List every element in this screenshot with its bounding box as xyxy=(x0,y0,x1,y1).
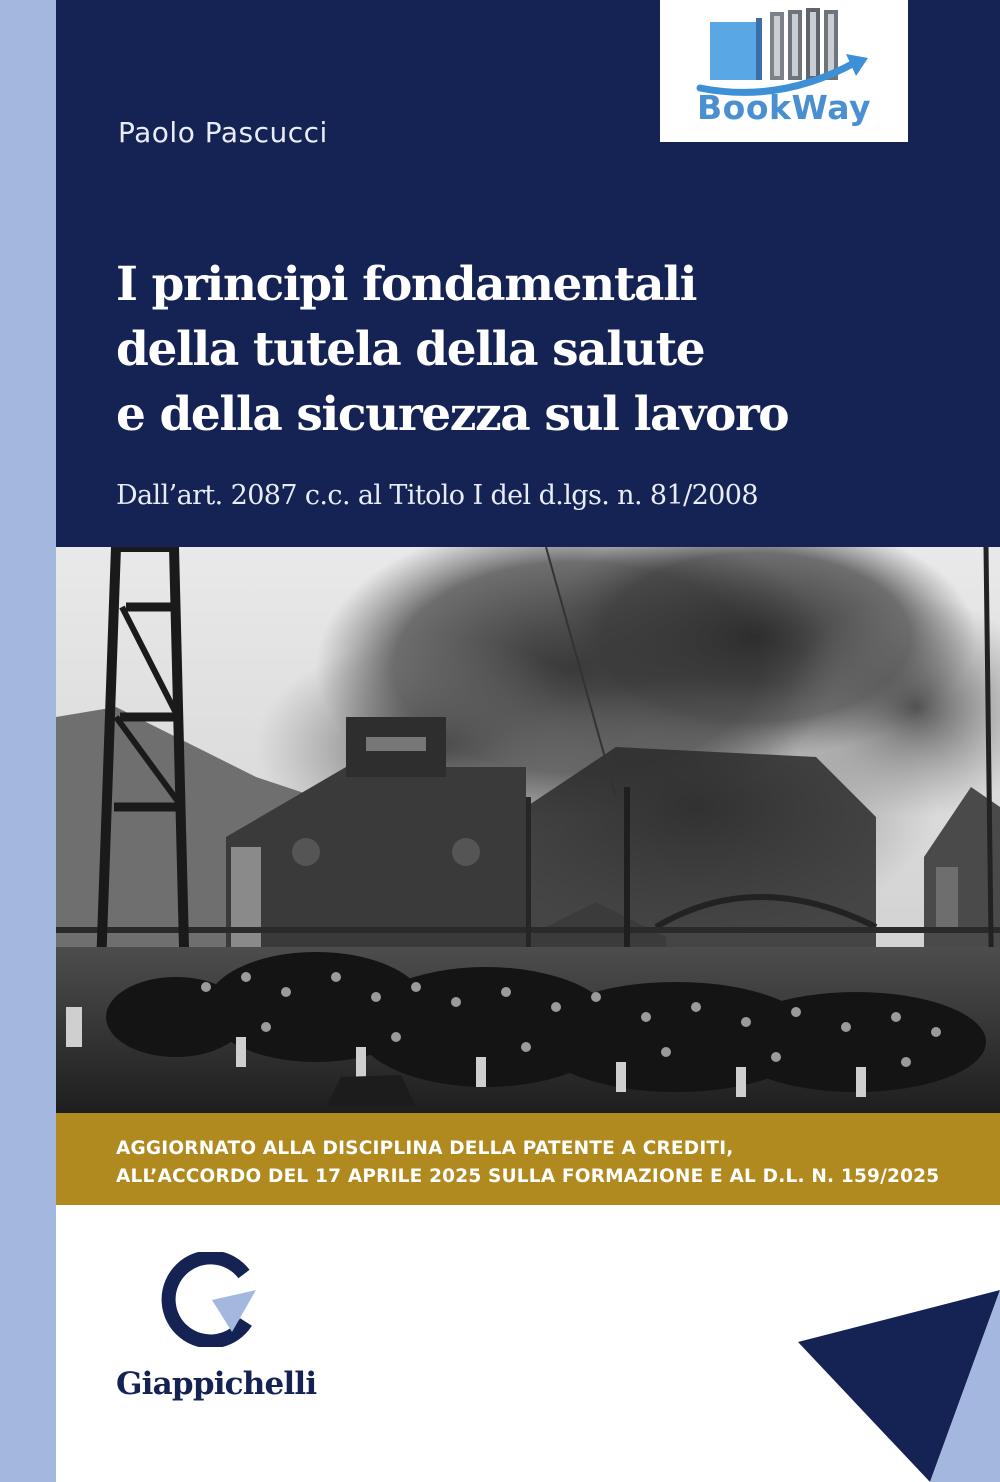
corner-triangle-icon xyxy=(780,1280,1000,1482)
author-name: Paolo Pascucci xyxy=(118,116,328,149)
update-banner-text xyxy=(116,1135,939,1191)
banner-line: AGGIORNATO ALLA DISCIPLINA DELLA PATENTE A CREDITI, xyxy=(116,1138,734,1159)
title-line: e della sicurezza sul lavoro xyxy=(116,387,789,442)
book-subtitle: Dall’art. 2087 c.c. al Titolo I del d.lgs. n. 81/2008 xyxy=(116,480,758,511)
book-title xyxy=(116,252,976,447)
cover-spine-strip xyxy=(0,0,56,1482)
cover-photo xyxy=(56,547,1000,1113)
seller-name: BookWay xyxy=(697,88,871,127)
update-banner xyxy=(56,1113,1000,1205)
banner-line: ALL’ACCORDO DEL 17 APRILE 2025 SULLA FORMAZIONE E AL D.L. N. 159/2025 xyxy=(116,1166,940,1187)
publisher-name: Giappichelli xyxy=(116,1366,317,1402)
title-line: I principi fondamentali xyxy=(116,257,697,312)
publisher-g-logo-icon xyxy=(160,1252,260,1347)
title-line: della tutela della salute xyxy=(116,322,705,377)
seller-badge xyxy=(660,0,908,142)
mine-disaster-crowd-photo xyxy=(56,547,1000,1113)
